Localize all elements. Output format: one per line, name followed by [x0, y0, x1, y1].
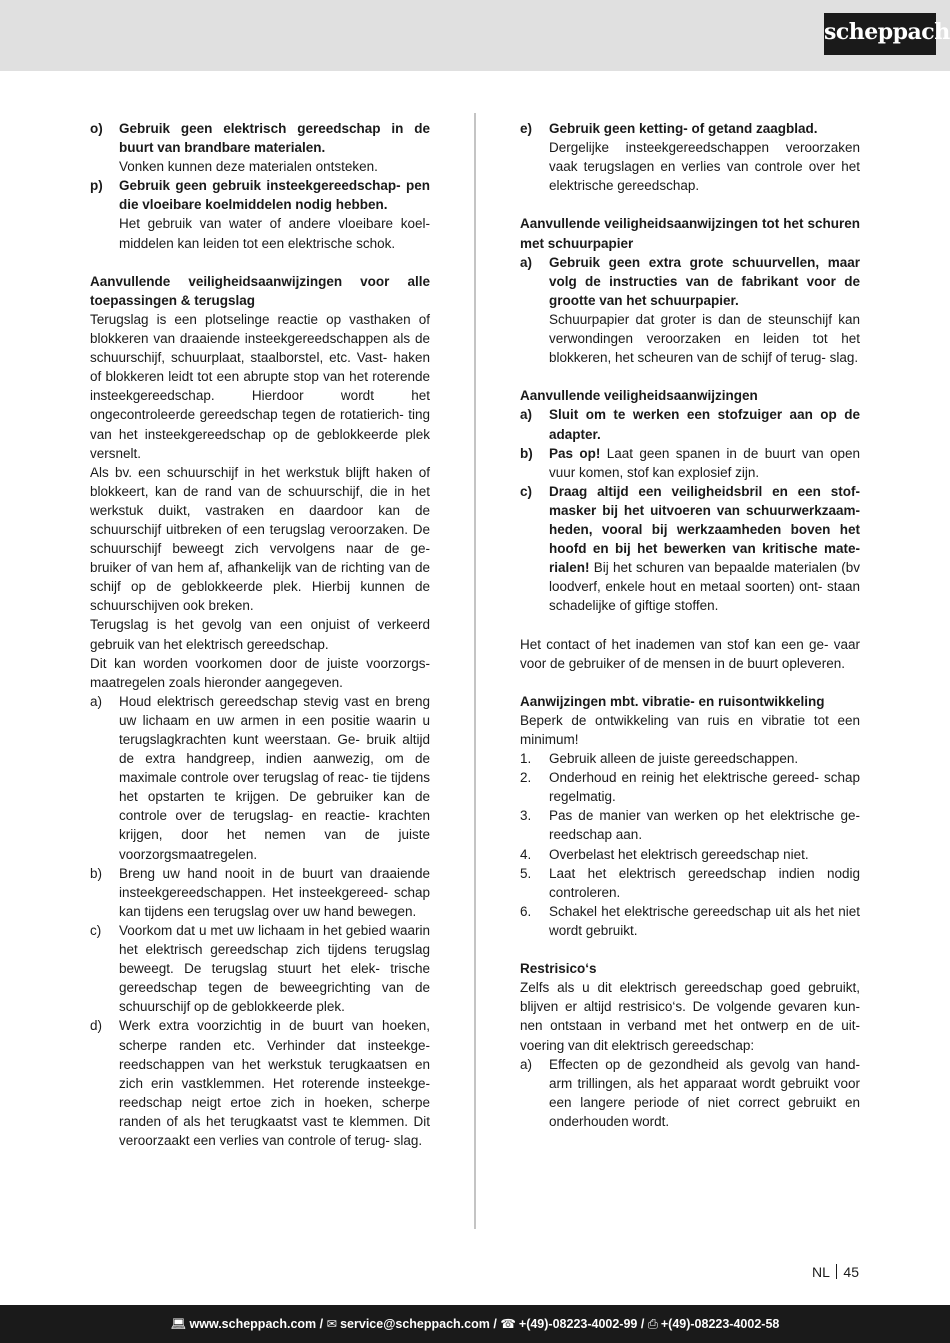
footer-separator: / — [493, 1317, 497, 1331]
list-item — [90, 864, 430, 921]
section-heading-extra: Aanvullende veiligheidsaanwijzingen — [520, 388, 758, 404]
list-marker: b) — [520, 445, 533, 461]
list-item-text: Schuurpapier dat groter is dan de steunschijf kan verwondingen veroorzaken en leiden tot het blokkeren, het scheuren van de schijf of terug- slag. — [549, 311, 860, 366]
list-item-text: Schakel het elektrische gereedschap uit als het niet wordt gebruikt. — [549, 903, 860, 938]
list-item-bold: Gebruik geen gebruik insteekgereedschap- pen die vloeibare koelmiddelen nodig hebben. — [119, 178, 430, 213]
list-item — [520, 482, 860, 616]
footer-separator: / — [640, 1317, 645, 1331]
list-item-text: Dergelijke insteekgereedschappen veroorzaken vaak terugslagen en verlies van controle over het elektrische gereedschap. — [549, 140, 860, 194]
page-footer — [0, 1305, 950, 1343]
left-column — [90, 119, 430, 1150]
list-item-o — [90, 119, 430, 176]
phone-icon: ☎︎ — [500, 1317, 516, 1331]
section-heading-vibration: Aanwijzingen mbt. vibratie- en ruisontwikkeling — [520, 693, 825, 709]
email-icon: ✉︎ — [326, 1317, 338, 1331]
scheppach-logo — [824, 13, 950, 55]
list-marker: o) — [90, 121, 103, 136]
list-item-bold: Pas op! — [549, 445, 601, 461]
list-marker: 1. — [520, 751, 532, 767]
list-item-text: Laat het elektrisch gereedschap indien nodig controleren. — [549, 865, 860, 900]
paragraph: Als bv. een schuurschijf in het werkstuk blijft haken of blokkeert, kan de rand van de schuurschijf, die in het werkstuk duikt, vastraken en daardoor kan de schuurschijf uitbreken of een terugslag veroorzaken. De schuurschijf beweegt zich vervolgens naar de ge- bruiker of van hem af, afhankelijk van de richting van de schijf op de geblokkeerde plek. Hierbij kunnen de schuurschijven ook breken. — [90, 464, 430, 614]
logo-text: scheppach — [824, 19, 950, 45]
list-marker: a) — [520, 254, 533, 270]
list-item — [520, 806, 860, 844]
list-item-text: Overbelast het elektrisch gereedschap niet. — [549, 846, 809, 862]
list-item — [520, 864, 860, 902]
list-item-text: Pas de manier van werken op het elektrische ge- reedschap aan. — [549, 808, 860, 843]
list-marker: a) — [520, 407, 533, 423]
list-item — [520, 902, 860, 940]
list-item — [90, 1016, 430, 1150]
list-item-text: Laat geen spanen in de buurt van open vuur komen, stof kan explosief zijn. — [549, 445, 860, 480]
list-item-e — [520, 119, 860, 195]
list-item-bold: Sluit om te werken een stofzuiger aan op de adapter. — [549, 407, 860, 442]
paragraph: Terugslag is een plotselinge reactie op vasthaken of blokkeren van draaiende insteekgereedschappen als de schuurschijf, schuurplaat, staalborstel, etc. Vast- haken of blokkeren leidt tot een abrupte stop van het roterende insteekgereedschap. Hierdoor wordt het ongecontroleerde gereedschap tegen de rotatierich- ting van het insteekgereedschap op de geblokkeerde plek versnelt. — [90, 311, 430, 461]
list-marker: 4. — [520, 846, 532, 862]
section-heading-sanding: Aanvullende veiligheidsaanwijzingen tot het schuren met schuurpapier — [520, 216, 860, 251]
fax-icon: ⎙ — [647, 1317, 658, 1331]
list-marker: a) — [520, 1056, 533, 1072]
paragraph: Het contact of het inademen van stof kan een ge- vaar voor de gebruiker of de mensen in de buurt opleveren. — [520, 636, 860, 671]
list-item-text: Voorkom dat u met uw lichaam in het gebied waarin het elektrisch gereedschap zich tijdens terugslag beweegt. De terugslag stuurt het elek- trische gereedschap tegen de beweegrichting van de schuurschijf op de geblokkeerde plek. — [119, 922, 430, 1015]
list-item — [520, 1055, 860, 1131]
list-marker: c) — [90, 922, 102, 938]
list-item — [520, 405, 860, 443]
list-item — [520, 444, 860, 482]
footer-separator: / — [319, 1317, 324, 1331]
list-item-text: Breng uw hand nooit in de buurt van draaiende insteekgereedschappen. Het insteekgereed- schap kan tijdens een terugslag over uw hand bewegen. — [119, 865, 430, 919]
page-number-value: 45 — [843, 1264, 859, 1280]
list-marker: 5. — [520, 865, 532, 881]
list-item-text: Effecten op de gezondheid als gevolg van hand- arm trillingen, als het apparaat wordt gebruikt voor een langere periode of niet correct gebruikt en onderhouden wordt. — [549, 1056, 860, 1129]
footer-web[interactable]: www.scheppach.com — [189, 1317, 317, 1331]
page-language: NL — [812, 1264, 830, 1280]
list-item-text: Werk extra voorzichtig in de buurt van hoeken, scherpe randen etc. Verhinder dat insteekge- reedschappen van het werkstuk terugkaatsen en zich erin vastklemmen. Het roterende insteekge- reedschap neigt ertoe zich in hoeken, scherpe randen of als het terugkaatst vast te klemmen. Dit veroorzaakt een verlies van controle of terug- slag. — [119, 1018, 430, 1148]
list-item — [90, 692, 430, 864]
list-item — [90, 921, 430, 1016]
list-item-p — [90, 176, 430, 252]
section-heading-kickback: Aanvullende veiligheidsaanwijzingen voor alle toepassingen & terugslag — [90, 273, 430, 308]
section-heading-residual: Restrisico‘s — [520, 961, 597, 977]
list-item-text: Vonken kunnen deze materialen ontsteken. — [119, 159, 378, 175]
list-marker: c) — [520, 483, 533, 499]
list-item-bold: Gebruik geen ketting- of getand zaagblad. — [549, 121, 818, 136]
list-marker: 2. — [520, 770, 532, 786]
list-marker: e) — [520, 121, 533, 136]
list-marker: d) — [90, 1018, 103, 1034]
list-marker: b) — [90, 865, 103, 881]
list-item-text: Houd elektrisch gereedschap stevig vast en breng uw lichaam en uw armen in een positie waarin u terugslagkrachten kunt weerstaan. Ge- bruik altijd de extra handgreep, indien aanwezig, om de maximale controle over terugslag of reac- tie tijdens het opstarten te krijgen. De gebruiker kan de controle over de terugslag- en reactie- krachten krijgen, door het nemen van de juiste voorzorgsmaatregelen. — [119, 693, 430, 862]
list-marker: 3. — [520, 808, 532, 824]
list-item-text: Het gebruik van water of andere vloeibare koel- middelen kan leiden tot een elektrische schok. — [119, 216, 430, 251]
footer-email[interactable]: service@scheppach.com — [340, 1317, 490, 1331]
footer-phone[interactable]: +(49)-08223-4002-99 — [518, 1317, 638, 1331]
page-number-separator — [836, 1264, 838, 1279]
paragraph: Zelfs als u dit elektrisch gereedschap goed gebruikt, blijven er altijd restrisico‘s. De volgende gevaren kun- nen ontstaan in verband met het ontwerp en de uit- voering van dit elektrisch gereedschap: — [520, 980, 860, 1053]
computer-icon: 💻︎ — [170, 1317, 187, 1331]
list-item-bold: Gebruik geen extra grote schuurvellen, maar volg de instructies van de fabrikant voor de grootte van het schuurpapier. — [549, 254, 860, 308]
page-number — [812, 1264, 859, 1280]
list-item-text: Bij het schuren van bepaalde materialen (bv loodverf, enkele hout en metaal soorten) ont- staan schadelijke of giftige stoffen. — [549, 560, 860, 614]
page-header — [0, 0, 950, 71]
paragraph: Terugslag is het gevolg van een onjuist of verkeerd gebruik van het elektrisch gereedschap. — [90, 617, 430, 652]
paragraph: Beperk de ontwikkeling van ruis en vibratie tot een minimum! — [520, 712, 860, 747]
list-marker: a) — [90, 693, 103, 709]
list-item-bold: Draag altijd een veiligheidsbril en een stof- masker bij het uitvoeren van schuurwerkzaam- heden, vooral bij werkzaamheden boven het hoofd en bij het bewerken van kritische mate- rialen! — [549, 483, 860, 576]
footer-fax: +(49)-08223-4002-58 — [660, 1317, 780, 1331]
list-item — [520, 768, 860, 806]
list-item — [520, 845, 860, 864]
paragraph: Dit kan worden voorkomen door de juiste voorzorgs- maatregelen zoals hieronder aangegeven. — [90, 655, 430, 690]
right-column — [520, 119, 860, 1131]
list-item — [520, 253, 860, 368]
list-item — [520, 749, 860, 768]
list-item-text: Gebruik alleen de juiste gereedschappen. — [549, 751, 799, 767]
list-marker: 6. — [520, 903, 532, 919]
list-marker: p) — [90, 178, 103, 194]
column-divider — [474, 113, 476, 1229]
list-item-bold: Gebruik geen elektrisch gereedschap in de buurt van brandbare materialen. — [119, 121, 430, 156]
list-item-text: Onderhoud en reinig het elektrische gereed- schap regelmatig. — [549, 770, 860, 805]
